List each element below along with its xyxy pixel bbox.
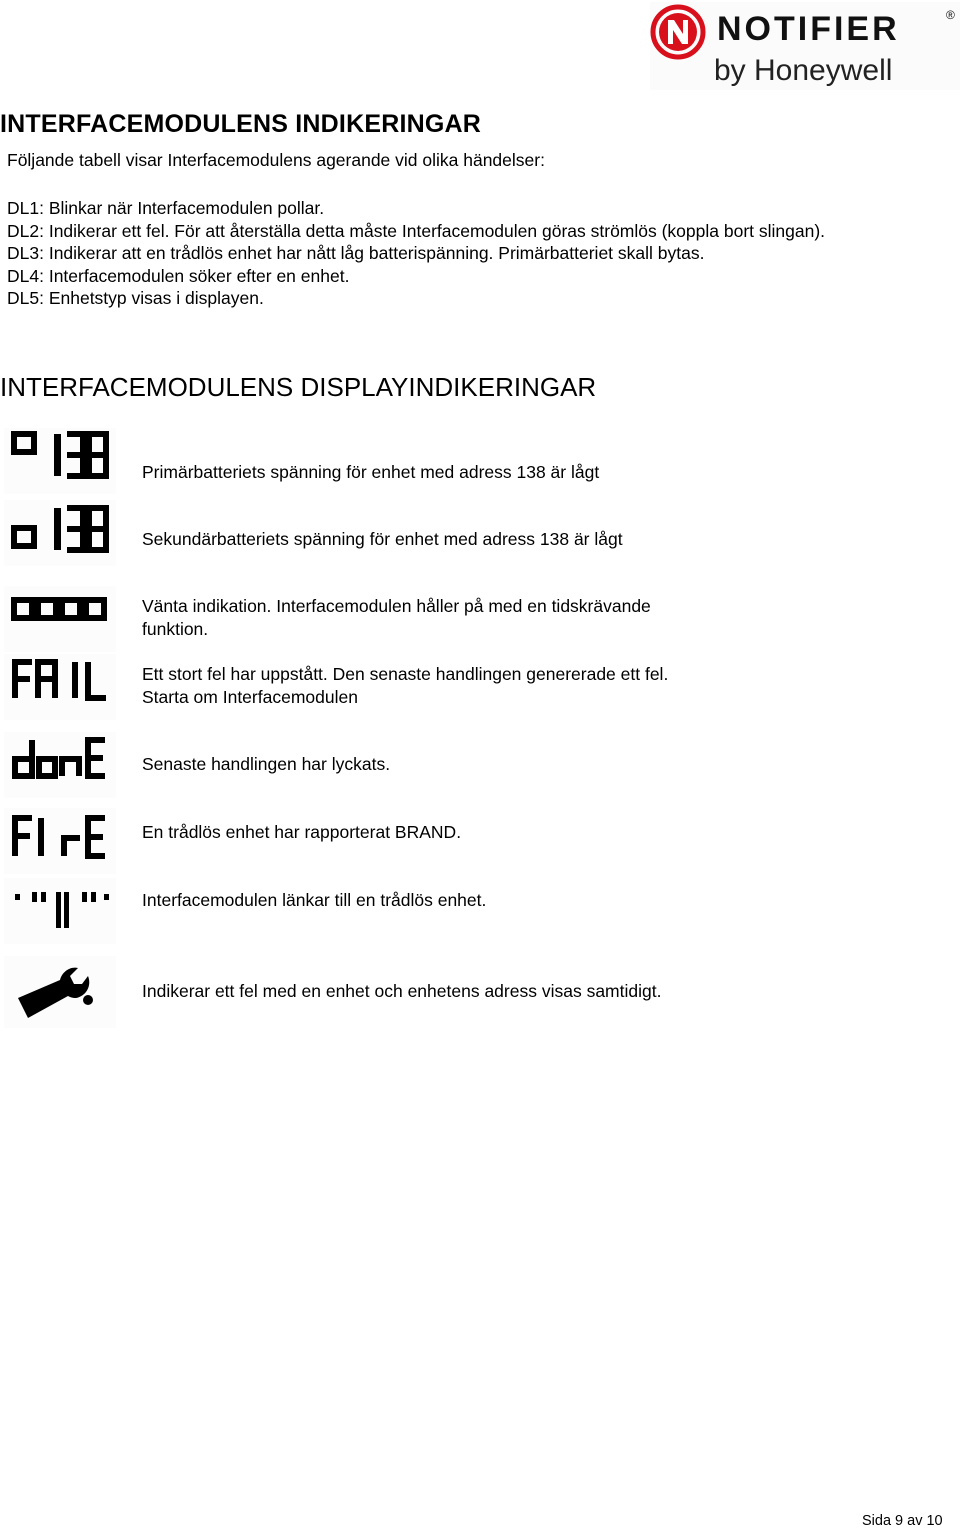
display-fail-icon bbox=[4, 654, 116, 720]
notifier-logo bbox=[650, 2, 960, 90]
brand-name: NOTIFIER bbox=[717, 10, 900, 48]
section2-title: INTERFACEMODULENS DISPLAYINDIKERINGAR bbox=[0, 372, 597, 402]
display-oooo-icon bbox=[4, 586, 116, 652]
display-link-icon bbox=[4, 878, 116, 944]
display-description: Sekundärbatteriets spänning för enhet med adress 138 är lågt bbox=[142, 529, 623, 549]
display-description: Senaste handlingen har lyckats. bbox=[142, 754, 391, 774]
section1-title: INTERFACEMODULENS INDIKERINGAR bbox=[0, 110, 482, 138]
display-description: Indikerar ett fel med en enhet och enhetens adress visas samtidigt. bbox=[142, 981, 662, 1001]
section1-intro: Följande tabell visar Interfacemodulens agerande vid olika händelser: bbox=[7, 150, 545, 170]
wrench-icon bbox=[4, 956, 116, 1028]
display-description: En trådlös enhet har rapporterat BRAND. bbox=[142, 822, 462, 842]
display-secondary-138-icon bbox=[4, 500, 116, 566]
list-item: DL1: Blinkar när Interfacemodulen pollar. bbox=[7, 198, 325, 218]
display-description: Ett stort fel har uppstått. Den senaste handlingen genererade ett fel. Starta om Interfacemodulen bbox=[142, 664, 669, 707]
list-item: DL3: Indikerar att en trådlös enhet har nått låg batterispänning. Primärbatteriet skall bytas. bbox=[7, 243, 705, 264]
display-description: Vänta indikation. Interfacemodulen håller på med en tidskrävande funktion. bbox=[142, 596, 651, 639]
dl-list bbox=[7, 197, 825, 310]
brand-byline: by Honeywell bbox=[714, 54, 893, 87]
registered-mark: ® bbox=[946, 8, 955, 22]
list-item: DL4: Interfacemodulen söker efter en enhet. bbox=[7, 265, 350, 286]
list-item: DL2: Indikerar ett fel. För att återställa detta måste Interfacemodulen göras strömlös (koppla bort slingan). bbox=[7, 220, 826, 241]
page-number: Sida 9 av 10 bbox=[862, 1513, 943, 1529]
display-done-icon bbox=[4, 732, 116, 798]
display-description: Primärbatteriets spänning för enhet med adress 138 är lågt bbox=[142, 462, 600, 482]
notifier-n-emblem-icon bbox=[650, 2, 720, 66]
list-item: DL5: Enhetstyp visas i displayen. bbox=[7, 288, 264, 309]
display-description: Interfacemodulen länkar till en trådlös enhet. bbox=[142, 890, 487, 910]
display-primary-138-icon bbox=[4, 428, 116, 494]
display-fire-icon bbox=[4, 808, 116, 874]
